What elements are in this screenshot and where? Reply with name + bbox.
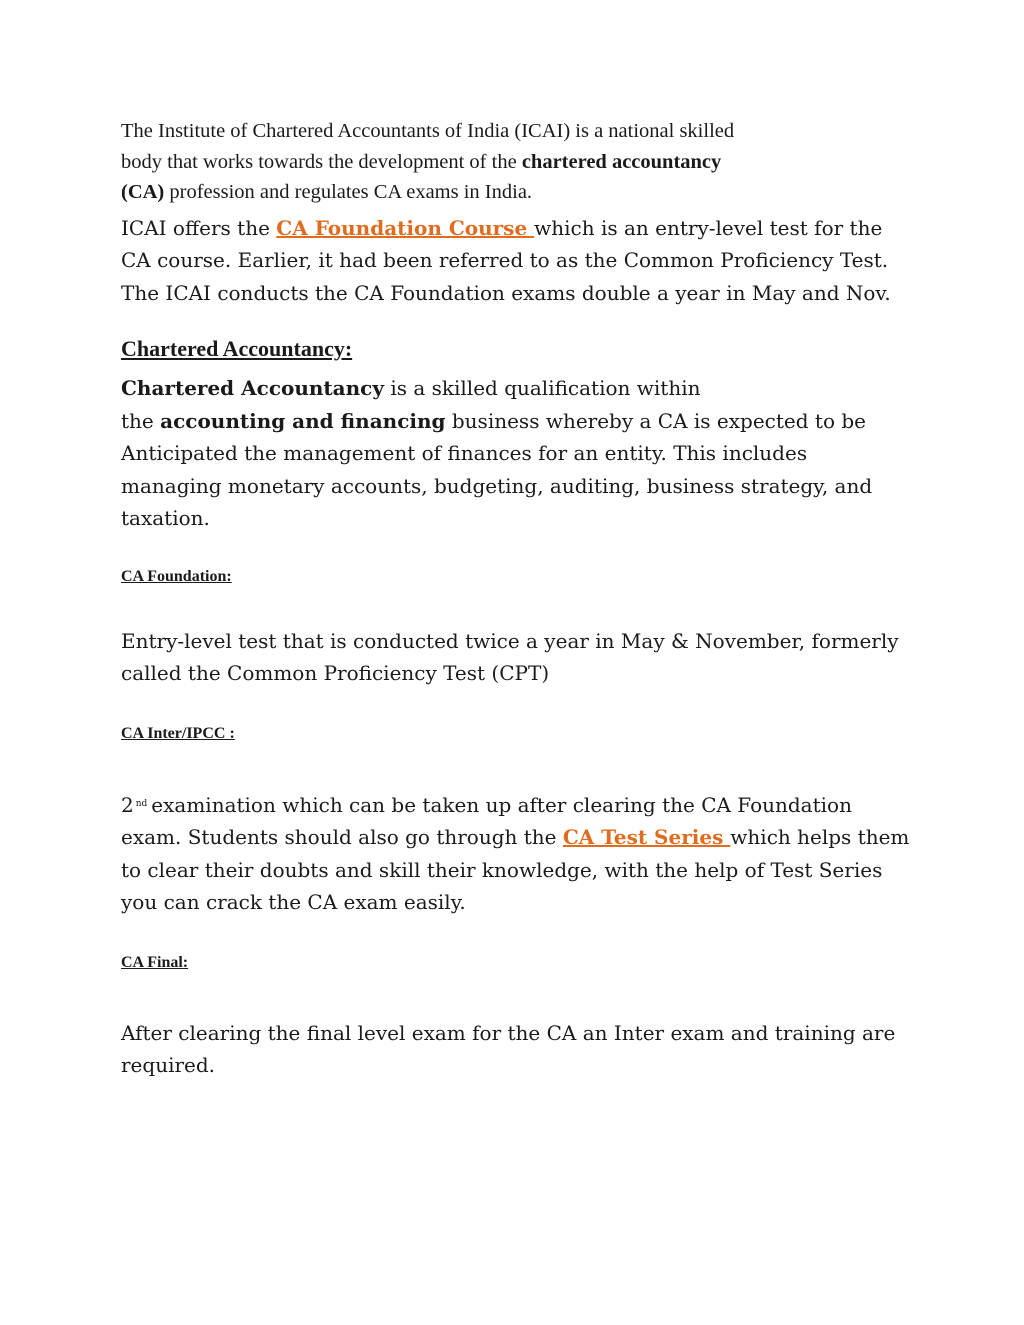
ca-inter-heading: CA Inter/IPCC : bbox=[121, 724, 235, 742]
intro-paragraph bbox=[121, 116, 911, 208]
accounting-financing-bold: accounting and financing bbox=[160, 408, 446, 433]
ca-final-heading: CA Final: bbox=[121, 953, 189, 971]
chartered-accountancy-paragraph bbox=[121, 372, 911, 535]
ordinal-number: 2 bbox=[121, 792, 134, 817]
document-page bbox=[121, 116, 911, 1082]
ca-inter-text-post: which helps them to clear their doubts and skill their knowledge, with the help of Test Series you can crack the CA exam easily. bbox=[121, 825, 910, 914]
ca-foundation-heading: CA Foundation: bbox=[121, 567, 232, 585]
intro-bold-chartered-accountancy: chartered accountancy bbox=[521, 150, 722, 173]
chartered-accountancy-heading: Chartered Accountancy: bbox=[121, 336, 353, 361]
ca-final-paragraph: After clearing the final level exam for the CA an Inter exam and training are required. bbox=[121, 1020, 896, 1077]
chartered-accountancy-text-2-pre: the bbox=[121, 408, 161, 433]
ca-foundation-paragraph: Entry-level test that is conducted twice a year in May & November, formerly called the Common Proficiency Test (CPT) bbox=[121, 628, 899, 685]
chartered-accountancy-bold: Chartered Accountancy bbox=[121, 376, 384, 400]
ca-inter-paragraph bbox=[121, 788, 911, 919]
ordinal-suffix: nd bbox=[135, 798, 148, 809]
foundation-course-paragraph bbox=[121, 212, 911, 310]
intro-line-2-text: body that works towards the development of the bbox=[121, 150, 522, 173]
foundation-course-pre: ICAI offers the bbox=[121, 215, 277, 240]
foundation-course-post: which is an entry-level test for the CA course. Earlier, it had been referred to as the Common Proficiency Test. The ICAI conducts the CA Foundation exams double a year in May and Nov. bbox=[121, 215, 891, 305]
chartered-accountancy-text-2-post: business whereby a CA is expected to be Anticipated the management of finances for an entity. This includes managing monetary accounts, budgeting, auditing, business strategy, and taxation. bbox=[121, 408, 873, 530]
chartered-accountancy-text-1: is a skilled qualification within bbox=[383, 376, 701, 400]
ca-inter-text-pre: examination which can be taken up after clearing the CA Foundation exam. Students should also go through the bbox=[121, 792, 852, 849]
intro-line-3-text: profession and regulates CA exams in India. bbox=[164, 181, 533, 203]
intro-line-1: The Institute of Chartered Accountants of India (ICAI) is a national skilled bbox=[121, 120, 735, 142]
intro-bold-ca: (CA) bbox=[121, 181, 165, 203]
ca-test-series-link[interactable]: CA Test Series bbox=[562, 825, 731, 849]
ca-foundation-course-link[interactable]: CA Foundation Course bbox=[276, 215, 535, 240]
